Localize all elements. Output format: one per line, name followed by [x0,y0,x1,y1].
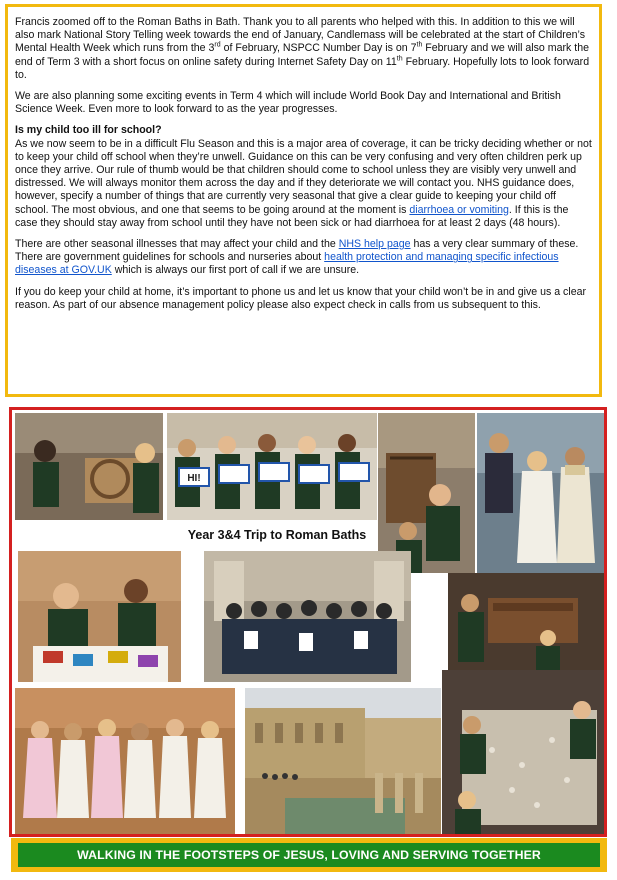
illness-heading: Is my child too ill for school? [15,124,162,137]
gov-guidance-link[interactable]: health protection and managing specific infectious diseases at GOV.UK [15,251,559,277]
diarrhoea-link[interactable]: diarrhoea or vomiting [409,203,509,216]
gallery-caption: Year 3&4 Trip to Roman Baths [172,520,382,550]
absence-paragraph: If you do keep your child at home, it’s important to phone us and let us know that your child won’t be in and give us a clear reason. As part of our absence management policy please also expect check in calls from us subsequent to this. [15,285,587,311]
term4-paragraph: We are also planning some exciting events in Term 4 which will include World Book Day and International and British Science Week. Even more to look forward to as the year progresses. [15,90,561,116]
sign-hi-text: HI! [187,473,201,484]
photo-collage [9,407,607,837]
seasonal-paragraph: There are other seasonal illnesses that may affect your child and the NHS help page has a very clear summary of these. There are government guidelines for schools and nurseries about health protection and managing specific infectious diseases at GOV.UK which is always our first port of call if we are unsure. [15,238,579,277]
photo-water-wheel [15,413,163,520]
newsletter-text-box [5,4,602,397]
nhs-help-link[interactable]: NHS help page [338,238,411,251]
photo-digging-activity [442,670,604,834]
footer-motto: WALKING IN THE FOOTSTEPS OF JESUS, LOVING AND SERVING TOGETHER [18,843,600,867]
photo-mosaic-activity [18,551,181,682]
photo-roman-loom [378,413,475,573]
illness-paragraph: As we now seem to be in a difficult Flu Season and this is a major area of coverage, it can be tricky deciding whether or not to keep your child off school when they’re unwell. Guidance on this can be very confusing and very often children perk up once they arrive. Our rule of thumb would be that children should come to school unless they are visibly very unwell and distressed. We will always monitor them across the day and if they deteriorate we will contact you. NHS guidance does, however, specify a number of things that are currently very seasonal that give a clear guide to keeping your child off school. The most obvious, and one that seems to be going around at the moment is diarrhoea or vomiting. If this is the case they should stay away from school until they have not been sick or had diarrhoea for at least 2 days (48 hours). [15,137,592,229]
photo-roman-baths [245,688,441,834]
intro-paragraph: Francis zoomed off to the Roman Baths in Bath. Thank you to all parents who helped with this. In addition to this we will also mark National Story Telling week towards the end of January, Candlemass will be celebrated at the start of Children’s Mental Health Week which runs from the 3rd of February, NSPCC Number Day is on 7th February and we will also mark the end of Term 3 with a short focus on online safety during Internet Safety Day on 11th February. Hopefully lots to look forward to. [15,16,590,81]
footer-banner [11,838,607,872]
photo-toga-children [15,688,235,834]
photo-class-group [204,551,411,682]
photo-costumes-group [477,413,604,573]
photo-roman-chest [448,573,604,670]
photo-children-signs [167,413,377,520]
